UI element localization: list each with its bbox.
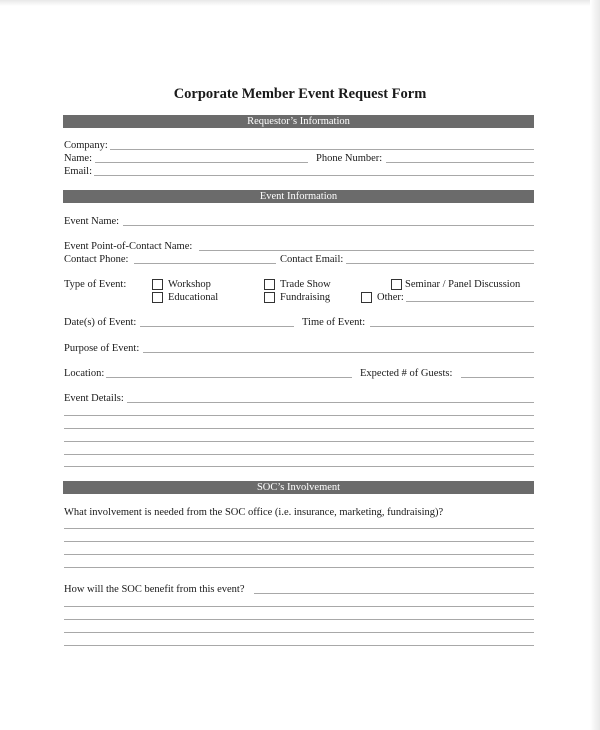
workshop-checkbox[interactable] [152, 279, 163, 290]
event-details-line[interactable] [64, 466, 534, 467]
soc-benefit-question: How will the SOC benefit from this event? [64, 584, 245, 595]
section-header-event: Event Information [63, 190, 534, 203]
soc-benefit-line[interactable] [64, 632, 534, 633]
expected-guests-field[interactable] [461, 377, 534, 378]
purpose-field[interactable] [143, 352, 534, 353]
form-title: Corporate Member Event Request Form [173, 86, 427, 102]
company-label: Company: [64, 140, 108, 151]
soc-benefit-line[interactable] [254, 593, 534, 594]
educational-label: Educational [168, 292, 219, 303]
soc-involvement-line[interactable] [64, 528, 534, 529]
poc-name-field[interactable] [199, 250, 534, 251]
soc-involvement-line[interactable] [64, 554, 534, 555]
page-shadow-top [0, 0, 600, 6]
other-checkbox[interactable] [361, 292, 372, 303]
email-label: Email: [64, 166, 92, 177]
event-name-field[interactable] [123, 225, 534, 226]
soc-involvement-line[interactable] [64, 541, 534, 542]
workshop-label: Workshop [168, 279, 211, 290]
company-field[interactable] [110, 149, 534, 150]
fundraising-label: Fundraising [280, 292, 331, 303]
event-details-label: Event Details: [64, 393, 124, 404]
event-details-line[interactable] [64, 415, 534, 416]
section-header-soc: SOC’s Involvement [63, 481, 534, 494]
contact-phone-field[interactable] [134, 263, 276, 264]
educational-checkbox[interactable] [152, 292, 163, 303]
seminar-label: Seminar / Panel Discussion [405, 279, 521, 290]
other-label: Other: [377, 292, 404, 303]
section-header-requestor: Requestor’s Information [63, 115, 534, 128]
contact-email-label: Contact Email: [280, 254, 344, 265]
soc-benefit-line[interactable] [64, 645, 534, 646]
time-label: Time of Event: [302, 317, 366, 328]
other-field[interactable] [406, 301, 534, 302]
soc-benefit-line[interactable] [64, 619, 534, 620]
seminar-checkbox[interactable] [391, 279, 402, 290]
dates-field[interactable] [140, 326, 294, 327]
name-label: Name: [64, 153, 92, 164]
email-field[interactable] [94, 175, 534, 176]
type-of-event-label: Type of Event: [64, 279, 127, 290]
name-field[interactable] [95, 162, 308, 163]
phone-number-label: Phone Number: [316, 153, 383, 164]
event-details-line[interactable] [64, 428, 534, 429]
purpose-label: Purpose of Event: [64, 343, 140, 354]
soc-involvement-line[interactable] [64, 567, 534, 568]
dates-label: Date(s) of Event: [64, 317, 137, 328]
event-details-line[interactable] [64, 441, 534, 442]
poc-name-label: Event Point-of-Contact Name: [64, 241, 193, 252]
phone-number-field[interactable] [386, 162, 534, 163]
trade-show-checkbox[interactable] [264, 279, 275, 290]
location-label: Location: [64, 368, 105, 379]
fundraising-checkbox[interactable] [264, 292, 275, 303]
location-field[interactable] [106, 377, 352, 378]
soc-involvement-question: What involvement is needed from the SOC office (i.e. insurance, marketing, fundraising)? [64, 507, 444, 518]
event-details-line[interactable] [64, 454, 534, 455]
contact-email-field[interactable] [346, 263, 534, 264]
trade-show-label: Trade Show [280, 279, 331, 290]
page-shadow-right [590, 0, 600, 730]
expected-guests-label: Expected # of Guests: [360, 368, 453, 379]
event-details-line[interactable] [127, 402, 534, 403]
time-field[interactable] [370, 326, 534, 327]
contact-phone-label: Contact Phone: [64, 254, 129, 265]
soc-benefit-line[interactable] [64, 606, 534, 607]
event-name-label: Event Name: [64, 216, 120, 227]
